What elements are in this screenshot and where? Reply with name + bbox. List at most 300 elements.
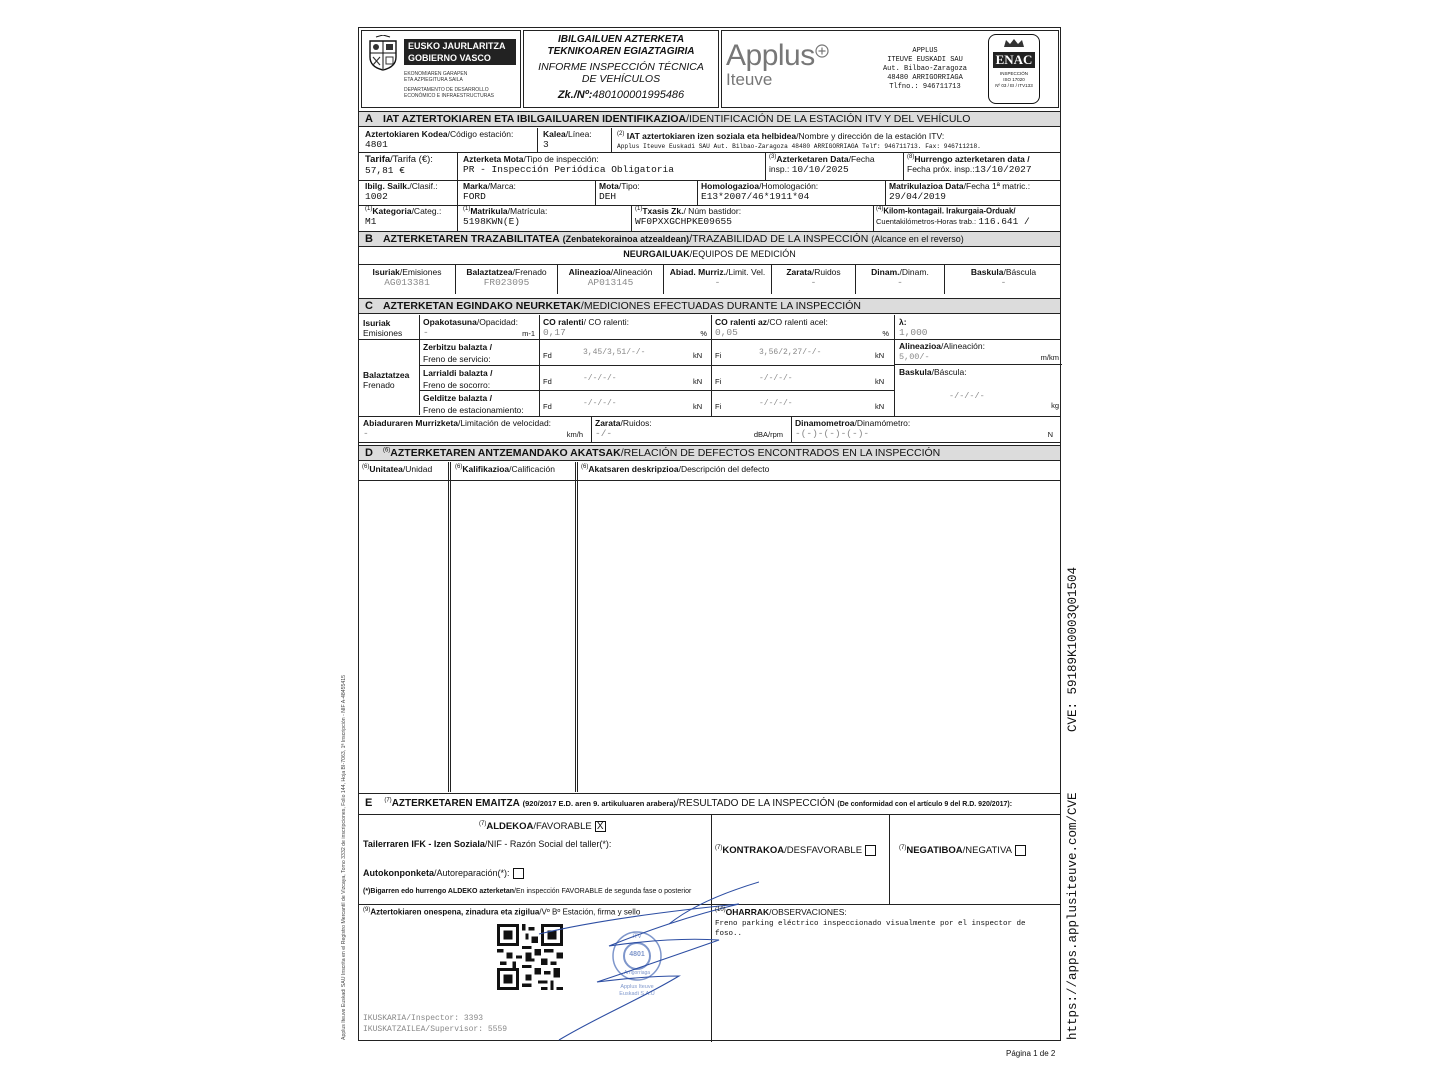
emissions-label: [363, 318, 402, 338]
equipment-label: [664, 267, 771, 277]
co-accel-value: 0,05: [715, 327, 738, 338]
section-b-title-es: /TRAZABILIDAD DE LA INSPECCIÓN: [689, 233, 869, 245]
unfavorable-label-eu: KONTRAKOA: [722, 845, 785, 857]
equipment-cell: [455, 264, 557, 294]
gov-name-eu: EUSKO JAURLARITZA: [408, 41, 506, 51]
equipment-label-es: /Emisiones: [399, 267, 442, 277]
category-value: M1: [365, 216, 377, 227]
self-repair-field: [363, 868, 524, 879]
gov-name-band: [404, 39, 516, 65]
title-eu-line1: IBILGAILUEN AZTERKETA: [557, 34, 685, 45]
dynamometer-label-eu: Dinamometroa: [795, 418, 855, 428]
field-registration-date: [889, 181, 1030, 202]
co-accel-label-es: /CO ralenti acel:: [766, 317, 828, 327]
department-es-line2: ECONÓMICO E INFRAESTRUCTURAS: [404, 93, 495, 99]
title-es-line2: DE VEHÍCULOS: [581, 73, 661, 85]
inspection-date-sup: (3): [769, 154, 777, 161]
defects-col-rating: [455, 464, 555, 474]
field-fee: [365, 154, 433, 176]
brake-fd-unit: kN: [693, 377, 703, 386]
inspection-date-label-es2: insp.:: [769, 164, 790, 174]
result-negative: [899, 845, 1026, 856]
brake-fi-label: Fi: [715, 377, 722, 386]
field-next-inspection: [907, 154, 1032, 175]
speed-limit-unit: km/h: [566, 430, 583, 439]
inspector-line: [363, 1014, 483, 1023]
col-rating-eu: Kalifikazioa: [462, 464, 510, 474]
inspection-date-value: 10/10/2025: [791, 164, 849, 175]
brake-fi-unit: kN: [875, 402, 885, 411]
equipment-label-eu: Balaztatzea: [466, 267, 513, 277]
supervisor-label-eu: IKUSKATZAILEA: [363, 1025, 426, 1034]
equipment-row: [359, 264, 1060, 294]
brake-fd-label: Fd: [543, 351, 552, 360]
scale-value: -/-/-/-: [949, 391, 985, 401]
col-rating-sup: (6): [455, 464, 463, 471]
section-e-title-es: /RESULTADO DE LA INSPECCIÓN: [676, 798, 835, 809]
equipment-value: -: [1000, 277, 1007, 288]
alignment-unit: m/km: [1040, 353, 1059, 362]
next-inspection-value: 13/10/2027: [974, 164, 1032, 175]
favorable-sup: (7): [479, 821, 487, 827]
enac-line1: INSPECCIÓN: [999, 71, 1028, 76]
speed-limit-value: -: [363, 428, 369, 439]
noise-label-eu: Zarata: [595, 418, 621, 428]
inspection-report: [358, 27, 1061, 1041]
stamp-text-5: Euskadi S.A.U: [619, 991, 655, 997]
equipment-label-es: /Frenado: [512, 267, 547, 277]
equipment-label: [558, 267, 663, 277]
plate-sup: (1): [463, 206, 471, 213]
braking-label-es: Frenado: [363, 380, 395, 390]
note-es: /En inspección FAVORABLE de segunda fase o posterior: [514, 888, 692, 895]
section-c-title-eu: AZTERKETAN EGINDAKO NEURKETAK: [382, 300, 581, 312]
brake-fi-unit: kN: [875, 351, 885, 360]
equipment-cell: [771, 264, 855, 294]
brake-fd-unit: kN: [693, 351, 703, 360]
line-label-eu: Kalea: [543, 129, 566, 139]
equipment-value: -: [714, 277, 721, 288]
unfavorable-label-es: /DESFAVORABLE: [784, 845, 863, 857]
inspection-type-value: PR - Inspección Periódica Obligatoria: [463, 164, 674, 175]
col-description-eu: Akatsaren deskripzioa: [588, 464, 679, 474]
inspection-date-label-eu: Azterketaren Data: [776, 154, 849, 164]
section-a-title-eu: IAT AZTERTOKIAREN ETA IBILGAILUAREN IDENTIFIKAZIOA: [382, 113, 687, 125]
signature-label-eu: Aztertokiaren onespena, zinadura eta zigilua: [370, 907, 540, 917]
brake-fd-label: Fd: [543, 377, 552, 386]
field-make: [463, 181, 516, 202]
unfavorable-sup: (7): [715, 845, 723, 851]
equipment-cell: [663, 264, 771, 294]
field-odometer: [876, 206, 1030, 227]
address-line3: Aut. Bilbao-Zaragoza: [882, 65, 967, 73]
opacity-unit: m-1: [522, 329, 535, 338]
odometer-label-eu: Kilom-kontagail. Irakurgaia-Orduak/: [883, 206, 1016, 216]
station-address: [870, 47, 980, 92]
next-inspection-label-eu: Hurrengo azterketaren data /: [914, 154, 1030, 164]
col-unit-eu: Unitatea: [369, 464, 403, 474]
field-alignment: [899, 341, 1059, 362]
field-co-accel: [715, 317, 889, 338]
brake-fi-label: Fi: [715, 402, 722, 411]
section-e-title-es-small: (De conformidad con el artículo 9 del R.D. 920/2017):: [837, 801, 1013, 808]
observations-label-eu: OHARRAK: [725, 907, 770, 917]
equipment-heading-eu: NEURGAILUAK: [623, 249, 690, 259]
field-station-name: [617, 131, 981, 150]
inspection-date-label-es: /Fecha: [848, 154, 875, 164]
brake-fi-label: Fi: [715, 351, 722, 360]
section-e-header: [359, 796, 1060, 814]
observations-label: [715, 907, 847, 917]
applus-box: [721, 30, 1059, 108]
brake-label-eu: Zerbitzu balazta /: [423, 342, 492, 352]
brake-row-label: [423, 392, 524, 416]
enac-logo: [988, 34, 1040, 104]
field-speed-limit: [363, 418, 587, 439]
col-description-es: /Descripción del defecto: [678, 464, 770, 474]
category-sup: (1): [365, 206, 373, 213]
department-eu-line2: ETA AZPIEGITURA SAILA: [404, 77, 463, 83]
brake-fd-value: -/-/-/-: [583, 399, 617, 408]
speed-limit-label-eu: Abiaduraren Murrizketa: [363, 418, 458, 428]
odometer-value: 116.641 /: [978, 215, 1030, 227]
section-a-title-es: /IDENTIFICACIÓN DE LA ESTACIÓN ITV Y DEL VEHÍCULO: [686, 113, 971, 125]
crown-icon: [1002, 38, 1026, 48]
field-inspection-type: [463, 154, 674, 175]
col-rating-es: /Calificación: [509, 464, 555, 474]
plus-circle-icon: [815, 44, 829, 58]
plate-label-es: /Matrícula:: [507, 206, 548, 216]
fee-value: 57,81 €: [365, 165, 405, 176]
section-b-title-eu-paren: (Zenbatekorainoa atzealdean): [562, 234, 690, 244]
inspection-type-label-eu: Azterketa Mota: [463, 154, 524, 164]
station-code-label-eu: Aztertokiaren Kodea: [365, 129, 448, 139]
noise-unit: dBA/rpm: [753, 430, 783, 439]
brake-label-es: Freno de socorro:: [423, 380, 491, 390]
observations-label-es: /OBSERVACIONES:: [769, 907, 847, 917]
stamp-text-4: Applus Iteuve: [620, 984, 654, 990]
make-label-es: /Marca:: [487, 181, 516, 191]
next-inspection-label-es: Fecha próx. insp.:: [907, 164, 975, 174]
equipment-label-es: /Báscula: [1003, 267, 1037, 277]
brake-label-es: Freno de servicio:: [423, 354, 491, 364]
plate-value: 5198KWN(E): [463, 216, 521, 227]
defects-col-description: [581, 464, 769, 474]
observations-text-line2: foso..: [715, 930, 743, 938]
field-plate: [463, 206, 547, 227]
equipment-label-es: /Dinam.: [899, 267, 929, 277]
observations-text: [715, 919, 1026, 939]
equipment-label-es: /Limit. Vel.: [725, 267, 766, 277]
category-label-eu: Kategoria: [372, 206, 412, 216]
section-d-sup: (6): [382, 447, 391, 454]
equipment-heading: [359, 249, 1060, 259]
registration-date-label-eu: Matrikulazioa Data: [889, 181, 964, 191]
field-vin: [635, 206, 741, 227]
equipment-cell: [944, 264, 1062, 294]
co-idle-value: 0,17: [543, 327, 566, 338]
vin-label-es: / Núm bastidor:: [683, 206, 742, 216]
inspector-label-eu: IKUSKARIA: [363, 1014, 407, 1023]
section-e-title-eu: AZTERKETAREN EMAITZA: [391, 798, 520, 809]
gov-name-es: GOBIERNO VASCO: [408, 53, 491, 63]
field-category: [365, 206, 441, 227]
alignment-value: 5,00/-: [899, 352, 930, 362]
workshop-label-es: /NIF - Razón Social del taller(*):: [484, 839, 612, 849]
model-type-value: DEH: [599, 191, 617, 202]
address-line2: ITEUVE EUSKADI SAU: [887, 56, 963, 64]
equipment-label: [772, 267, 855, 277]
equipment-value: AG013381: [384, 277, 430, 288]
registration-date-value: 29/04/2019: [889, 191, 947, 202]
classification-label-es: /Clasif.:: [409, 181, 438, 191]
enac-badge: ENAC: [993, 52, 1035, 68]
page-number: Página 1 de 2: [1006, 1049, 1056, 1058]
model-type-label-es: /Tipo:: [618, 181, 640, 191]
equipment-label-eu: Zarata: [786, 267, 812, 277]
inspection-type-label-es: /Tipo de inspección:: [523, 154, 599, 164]
col-description-sup: (6): [581, 464, 589, 471]
signature-label-es: /Vº Bº Estación, firma y sello: [539, 907, 641, 917]
section-d-title-es: /RELACIÓN DE DEFECTOS ENCONTRADOS EN LA INSPECCIÓN: [620, 447, 941, 459]
co-accel-label-eu: CO ralenti az: [715, 317, 767, 327]
brake-row-label: [423, 341, 492, 365]
alignment-label-es: /Alineación:: [941, 341, 985, 351]
title-es-line1: INFORME INSPECCIÓN TÉCNICA: [538, 61, 704, 73]
stamp-text-1: ITV: [632, 934, 642, 940]
emissions-label-es: Emisiones: [363, 328, 403, 338]
equipment-cell: [359, 264, 455, 294]
vin-label-eu: Txasis Zk.: [642, 206, 684, 216]
result-favorable: [479, 821, 606, 832]
scale-label-eu: Baskula: [899, 367, 932, 377]
co-accel-unit: %: [882, 329, 889, 338]
field-scale: [899, 367, 1059, 413]
co-idle-unit: %: [700, 329, 707, 338]
station-name-value: Applus Iteuve Euskadi SAU Aut. Bilbao-Zaragoza 48480 ARRIGORRIAGA Telf: 946711713. Fax: 946711218.: [617, 143, 981, 150]
workshop-label-eu: Tailerraren IFK - Izen Soziala: [363, 839, 485, 849]
brake-fi-value: 3,56/2,27/-/-: [759, 348, 822, 357]
supervisor-value: 5559: [487, 1025, 508, 1034]
co-idle-label-eu: CO ralenti: [543, 317, 584, 327]
station-name-sup: (2): [617, 131, 625, 138]
brake-fd-unit: kN: [693, 402, 703, 411]
brake-fd-label: Fd: [543, 402, 552, 411]
inspector-label-es: /Inspector:: [406, 1014, 460, 1023]
brake-label-eu: Larrialdi balazta /: [423, 368, 493, 378]
field-opacity: [423, 317, 535, 338]
report-number: 480100001995486: [592, 89, 685, 101]
dynamometer-label-es: /Dinamómetro:: [854, 418, 911, 428]
co-idle-label-es: / CO ralenti:: [583, 317, 629, 327]
field-lambda: [899, 317, 928, 338]
alignment-label-eu: Alineazioa: [899, 341, 942, 351]
section-c-title-es: /MEDICIONES EFECTUADAS DURANTE LA INSPECCIÓN: [580, 300, 861, 312]
report-number-label: Zk./Nº:: [557, 89, 593, 101]
workshop-field: [363, 839, 611, 849]
equipment-cell: [557, 264, 663, 294]
equipment-value: FR023095: [483, 277, 530, 288]
scale-unit: kg: [1051, 401, 1059, 410]
legal-registry-text: Applus Iteuve Euskadi SAU Inscrita en el Registro Mercantil de Vizcaya, Tomo 3332 de inscripciones, Folio 144, Hoja BI-7063, 1ª Inscripción - NIF A-48455415: [341, 674, 347, 1040]
speed-limit-label-es: /Limitación de velocidad:: [457, 418, 552, 428]
enac-line2: ISO 17020: [1003, 77, 1025, 82]
equipment-value: -: [810, 277, 817, 288]
station-code-label-es: /Código estación:: [447, 129, 514, 139]
field-inspection-date: [769, 154, 875, 175]
equipment-label-eu: Isuriak: [372, 267, 400, 277]
address-line4: 48480 ARRIGORRIAGA: [887, 74, 963, 82]
classification-label-eu: Ibilg. Sailk.: [365, 181, 410, 191]
section-b-header: [359, 231, 1060, 247]
equipment-value: -: [897, 277, 903, 288]
department-eu: [404, 71, 467, 83]
field-noise: [595, 418, 787, 439]
col-unit-sup: (6): [362, 464, 370, 471]
equipment-heading-es: /EQUIPOS DE MEDICIÓN: [689, 249, 796, 259]
section-c-header: [359, 298, 1060, 314]
vin-value: WF0PXXGCHPKE09655: [635, 216, 732, 227]
line-value: 3: [543, 139, 549, 150]
station-name-label-es: /Nombre y dirección de la estación ITV:: [796, 131, 945, 141]
noise-value: -/-: [595, 428, 613, 439]
brake-fi-unit: kN: [875, 377, 885, 386]
section-d-header: [359, 445, 1060, 461]
line-label-es: /Línea:: [565, 129, 592, 139]
dynamometer-value: -(-)-(-)-(-)-: [795, 428, 870, 439]
section-d-letter: D: [365, 447, 373, 459]
section-e-sup: (7): [384, 797, 392, 804]
field-line: [543, 129, 592, 150]
section-a-letter: A: [365, 113, 373, 125]
title-eu-line2: TEKNIKOAREN EGIAZTAGIRIA: [547, 46, 695, 57]
department-eu-line1: EKONOMIAREN GARAPEN: [404, 71, 468, 77]
plate-label-eu: Matrikula: [470, 206, 508, 216]
equipment-value: AP013145: [587, 277, 634, 288]
odometer-label-es: Cuentakilómetros-Horas trab.:: [876, 216, 977, 226]
enac-line3: Nº 03 / EI / ITV133: [995, 83, 1033, 88]
department-es: [404, 87, 494, 99]
field-model-type: [599, 181, 640, 202]
self-repair-label-eu: Autokonponketa: [363, 868, 434, 878]
equipment-label: [856, 267, 944, 277]
braking-label: [363, 370, 409, 390]
verification-url: https://apps.applusiteuve.com/CVE: [1066, 792, 1080, 1040]
section-e-title-eu-small: (920/2017 E.D. aren 9. artikuluaren arabera): [522, 799, 677, 808]
cve-code: CVE: 59189K10003Q01504: [1066, 566, 1080, 732]
stamp-text-2: 4801: [629, 951, 645, 958]
equipment-label-es: /Ruidos: [811, 267, 841, 277]
field-dynamometer: [795, 418, 1057, 439]
equipment-cell: [855, 264, 944, 294]
odometer-sup: (4): [876, 206, 884, 212]
fee-label-eu: Tarifa: [365, 154, 391, 165]
col-unit-es: /Unidad: [402, 464, 433, 474]
next-inspection-sup: (8): [907, 154, 915, 161]
field-co-idle: [543, 317, 707, 338]
brand-main: Applus: [726, 39, 815, 72]
unfavorable-checkbox[interactable]: [865, 845, 876, 856]
equipment-label-eu: Dinam.: [871, 267, 900, 277]
section-e-letter: E: [365, 797, 373, 809]
defects-col-unit: [362, 464, 432, 474]
negative-checkbox[interactable]: [1015, 845, 1026, 856]
supervisor-line: [363, 1025, 507, 1034]
signature-scribble: [519, 864, 759, 1044]
favorable-checkbox[interactable]: X: [595, 821, 606, 832]
note-eu: (*)Bigarren edo hurrengo ALDEKO azterketan: [363, 888, 515, 895]
brake-row-label: [423, 367, 492, 391]
lambda-label: λ:: [899, 317, 907, 327]
section-b-title-eu: AZTERKETAREN TRAZABILITATEA: [382, 233, 560, 245]
brake-fd-value: 3,45/3,51/-/-: [583, 348, 646, 357]
emissions-label-eu: Isuriak: [363, 318, 391, 328]
equipment-label: [456, 267, 557, 277]
noise-label-es: /Ruidos:: [620, 418, 652, 428]
observations-sup: (10): [715, 907, 726, 914]
defects-table: [359, 462, 1060, 792]
favorable-label-es: /FAVORABLE: [533, 821, 592, 833]
brake-fd-value: -/-/-/-: [583, 374, 617, 383]
scale-label-es: /Báscula:: [931, 367, 967, 377]
brake-label-es: Freno de estacionamiento:: [423, 405, 524, 415]
self-repair-label-es: /Autoreparación(*):: [434, 868, 510, 878]
brake-fi-value: -/-/-/-: [759, 374, 793, 383]
classification-value: 1002: [365, 191, 388, 202]
report-title-box: [523, 30, 719, 108]
address-line1: APPLUS: [912, 47, 938, 55]
gov-logo-box: [361, 30, 521, 108]
applus-logo: [726, 41, 829, 89]
vin-sup: (1): [635, 206, 643, 213]
section-b-letter: B: [365, 233, 373, 245]
basque-coat-of-arms-icon: [366, 35, 400, 71]
make-value: FORD: [463, 191, 486, 202]
homologation-label-eu: Homologazioa: [701, 181, 760, 191]
braking-label-eu: Balaztatzea: [363, 370, 410, 380]
negative-sup: (7): [899, 845, 907, 851]
section-d-title-eu: AZTERKETAREN ANTZEMANDAKO AKATSAK: [390, 447, 621, 459]
observations-text-line1: Freno parking eléctrico inspeccionado visualmente por el inspector de: [715, 920, 1026, 928]
brake-label-eu: Gelditze balazta /: [423, 393, 492, 403]
field-station-code: [365, 129, 513, 150]
field-classification: [365, 181, 438, 202]
model-type-label-eu: Mota: [599, 181, 619, 191]
field-homologation: [701, 181, 818, 202]
make-label-eu: Marka: [463, 181, 488, 191]
homologation-label-es: /Homologación:: [759, 181, 819, 191]
equipment-label-es: /Alineación: [610, 267, 653, 277]
negative-label-eu: NEGATIBOA: [906, 845, 963, 857]
equipment-label-eu: Baskula: [970, 267, 1004, 277]
section-b-title-es-paren: (Alcance en el reverso): [871, 234, 964, 244]
negative-label-es: /NEGATIVA: [962, 845, 1012, 857]
department-es-line1: DEPARTAMENTO DE DESARROLLO: [404, 87, 489, 93]
favorable-label-eu: ALDEKOA: [486, 821, 534, 833]
equipment-label-eu: Alineazioa: [568, 267, 611, 277]
brand-sub: Iteuve: [726, 70, 773, 89]
address-line5: Tlfno.: 946711713: [889, 83, 961, 91]
signature-sup: (9): [363, 907, 371, 913]
category-label-es: /Categ.:: [411, 206, 442, 216]
equipment-label-eu: Abiad. Murriz.: [669, 267, 726, 277]
supervisor-label-es: /Supervisor:: [425, 1025, 484, 1034]
station-code-value: 4801: [365, 139, 388, 150]
brake-fi-value: -/-/-/-: [759, 399, 793, 408]
fee-label-es: /Tarifa (€):: [390, 154, 433, 165]
lambda-value: 1,000: [899, 327, 928, 338]
registration-date-label-es: /Fecha 1ª matric.:: [963, 181, 1031, 191]
